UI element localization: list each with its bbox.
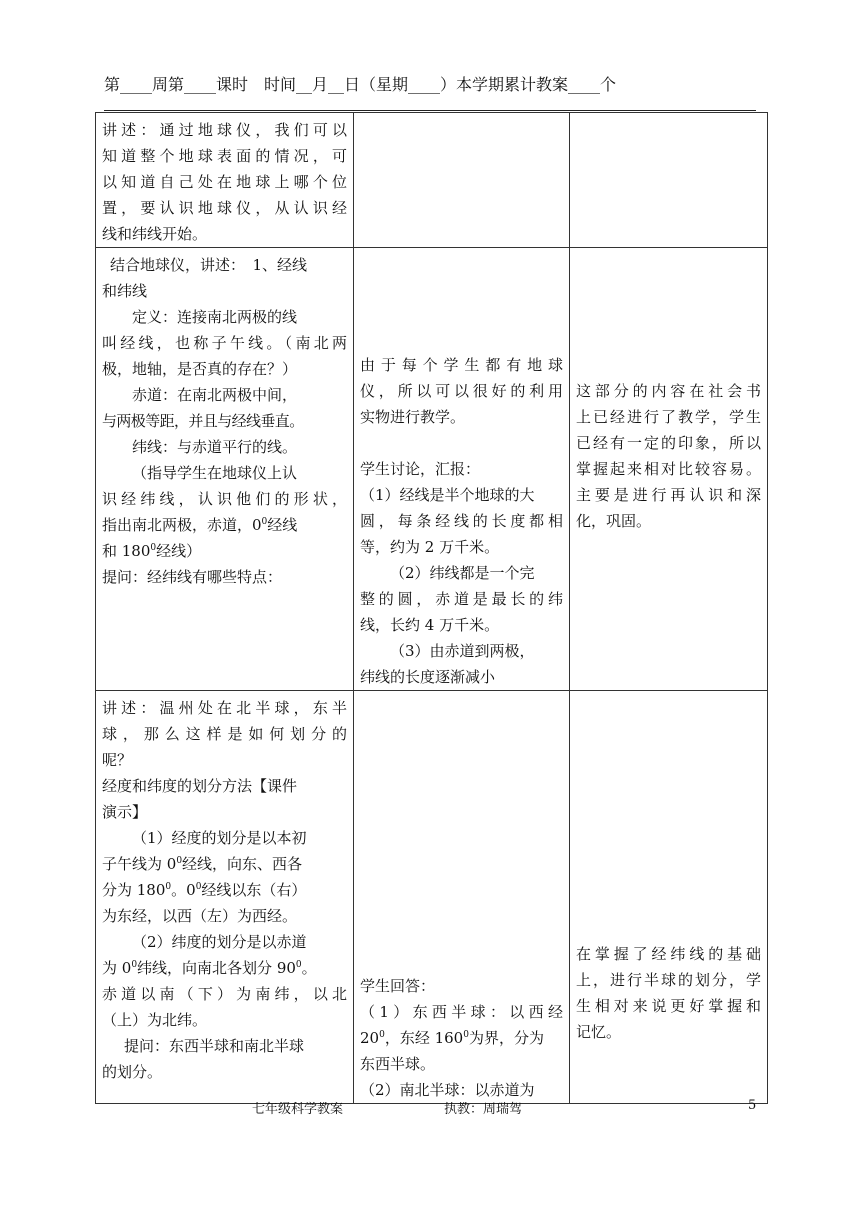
- footer-course: 七年级科学教案: [252, 1102, 344, 1117]
- teacher-activity-cell: [96, 248, 354, 691]
- text-line: （3）由赤道到两极，: [390, 642, 535, 660]
- text-line: 学生讨论，汇报：: [360, 460, 481, 478]
- design-note-cell: [570, 248, 768, 691]
- text-line: 线和纬线开始。: [102, 225, 208, 243]
- text-line: 置，要认识地球仪，从认识经: [102, 199, 347, 217]
- text-line: （2）纬线都是一个完: [390, 564, 535, 582]
- student-activity-cell: [354, 113, 570, 248]
- degree-mark: 0: [261, 517, 268, 527]
- text-line: 主要是进行再认识和深: [576, 486, 761, 504]
- text-line: [102, 955, 347, 981]
- text-segment: 分为 180: [102, 881, 166, 899]
- text-line: 赤道：在南北两极中间，: [132, 386, 298, 404]
- text-line: 上已经进行了教学，学生: [576, 408, 761, 426]
- page-number: 5: [748, 1098, 757, 1113]
- teacher-activity-cell: [96, 691, 354, 1104]
- text-line: 记忆。: [576, 1023, 622, 1041]
- text-line: 球，那么这样是如何划分的: [102, 725, 347, 743]
- text-segment: 和 180: [102, 542, 151, 560]
- text-segment: 。: [301, 959, 317, 977]
- text-line: 和纬线: [102, 282, 148, 300]
- text-line: 生相对来说更好掌握和: [576, 997, 761, 1015]
- header-line: 第____周第____课时 时间__月__日（星期____）本学期累计教案____个: [104, 75, 617, 94]
- degree-mark: 0: [463, 1030, 469, 1040]
- text-line: 结合地球仪，讲述： 1、经线: [110, 256, 308, 274]
- text-segment: 经线）: [156, 542, 202, 560]
- text-line: 线，长约 4 万千米。: [360, 616, 500, 634]
- text-line: 这部分的内容在社会书: [576, 382, 761, 400]
- design-note-cell: [570, 691, 768, 1104]
- text-line: 实物进行教学。: [360, 408, 466, 426]
- text-line: 讲述：通过地球仪，我们可以: [102, 121, 347, 139]
- text-line: 已经有一定的印象，所以: [576, 434, 761, 452]
- text-line: 提问：东西半球和南北半球: [124, 1037, 305, 1055]
- text-segment: 。0: [171, 881, 196, 899]
- degree-mark: 0: [195, 882, 202, 892]
- text-line: 圆，每条经线的长度都相: [360, 512, 563, 530]
- text-segment: 经线: [267, 516, 298, 534]
- text-line: [102, 851, 347, 877]
- degree-mark: 0: [131, 960, 138, 970]
- student-activity-cell: [354, 248, 570, 691]
- design-note-cell: [570, 113, 768, 248]
- table-row: [96, 248, 768, 691]
- degree-mark: 0: [165, 882, 172, 892]
- text-line: [102, 877, 347, 903]
- student-activity-cell: [354, 691, 570, 1104]
- degree-mark: 0: [379, 1030, 385, 1040]
- text-line: 提问：经纬线有哪些特点：: [102, 568, 283, 586]
- text-segment: 子午线为 0: [102, 855, 177, 873]
- text-line: 极，地轴，是否真的存在？）: [102, 360, 298, 378]
- text-line: （指导学生在地球仪上认: [132, 464, 298, 482]
- degree-mark: 0: [150, 543, 157, 553]
- table-row: [96, 113, 768, 248]
- degree-mark: 0: [176, 856, 183, 866]
- teacher-activity-cell: [96, 113, 354, 248]
- text-line: [360, 1025, 563, 1051]
- text-line: 等，约为 2 万千米。: [360, 538, 500, 556]
- table-row: [96, 691, 768, 1104]
- text-line: [102, 538, 347, 564]
- text-line: （1）经线是半个地球的大: [360, 486, 535, 504]
- text-segment: 指出南北两极，赤道，0: [102, 516, 262, 534]
- text-line: 在掌握了经纬线的基础: [576, 945, 761, 963]
- text-line: 与两极等距，并且与经线垂直。: [102, 412, 304, 430]
- text-segment: ，东经 160: [384, 1029, 464, 1047]
- text-line: 讲述：温州处在北半球，东半: [102, 699, 347, 717]
- text-line: 学生回答：: [360, 977, 436, 995]
- text-line: 仪，所以可以很好的利用: [360, 382, 563, 400]
- text-line: 纬线的长度逐渐减小: [360, 668, 496, 686]
- text-line: 的划分。: [102, 1063, 163, 1081]
- text-line: 呢？: [102, 751, 133, 769]
- text-line: 演示】: [102, 803, 148, 821]
- text-line: 由于每个学生都有地球: [360, 356, 563, 374]
- text-line: 叫经线，也称子午线。（南北两: [102, 334, 347, 352]
- footer-teacher: 执教：周瑞驾: [444, 1102, 523, 1117]
- text-line: 赤道以南（下）为南纬，以北: [102, 985, 347, 1003]
- text-segment: 经线以东（右）: [201, 881, 307, 899]
- text-line: 上，进行半球的划分，学: [576, 971, 761, 989]
- text-line: 为东经，以西（左）为西经。: [102, 907, 298, 925]
- text-line: 纬线：与赤道平行的线。: [132, 438, 298, 456]
- text-line: 东西半球。: [360, 1055, 436, 1073]
- text-line: （上）为北纬。: [102, 1011, 208, 1029]
- text-line: （1）经度的划分是以本初: [132, 829, 307, 847]
- text-line: 识经纬线，认识他们的形状，: [102, 490, 347, 508]
- text-segment: 20: [360, 1029, 380, 1047]
- text-line: 化，巩固。: [576, 512, 652, 530]
- degree-mark: 0: [295, 960, 302, 970]
- text-line: 定义：连接南北两极的线: [132, 308, 298, 326]
- text-segment: 经线，向东、西各: [182, 855, 303, 873]
- text-line: （2）南北半球：以赤道为: [360, 1081, 535, 1099]
- text-line: 整的圆，赤道是最长的纬: [360, 590, 563, 608]
- text-line: 知道整个地球表面的情况，可: [102, 147, 347, 165]
- text-segment: 为 0: [102, 959, 132, 977]
- text-segment: 纬线，向南北各划分 90: [137, 959, 296, 977]
- lesson-plan-table: [95, 112, 768, 1104]
- text-line: 经度和纬度的划分方法【课件: [102, 777, 298, 795]
- text-line: （1）东西半球：以西经: [360, 1003, 563, 1021]
- header-rule: [104, 110, 756, 111]
- text-line: [102, 512, 347, 538]
- text-line: 掌握起来相对比较容易。: [576, 460, 761, 478]
- text-line: （2）纬度的划分是以赤道: [132, 933, 307, 951]
- text-line: 以知道自己处在地球上哪个位: [102, 173, 347, 191]
- text-segment: 为界，分为: [468, 1029, 544, 1047]
